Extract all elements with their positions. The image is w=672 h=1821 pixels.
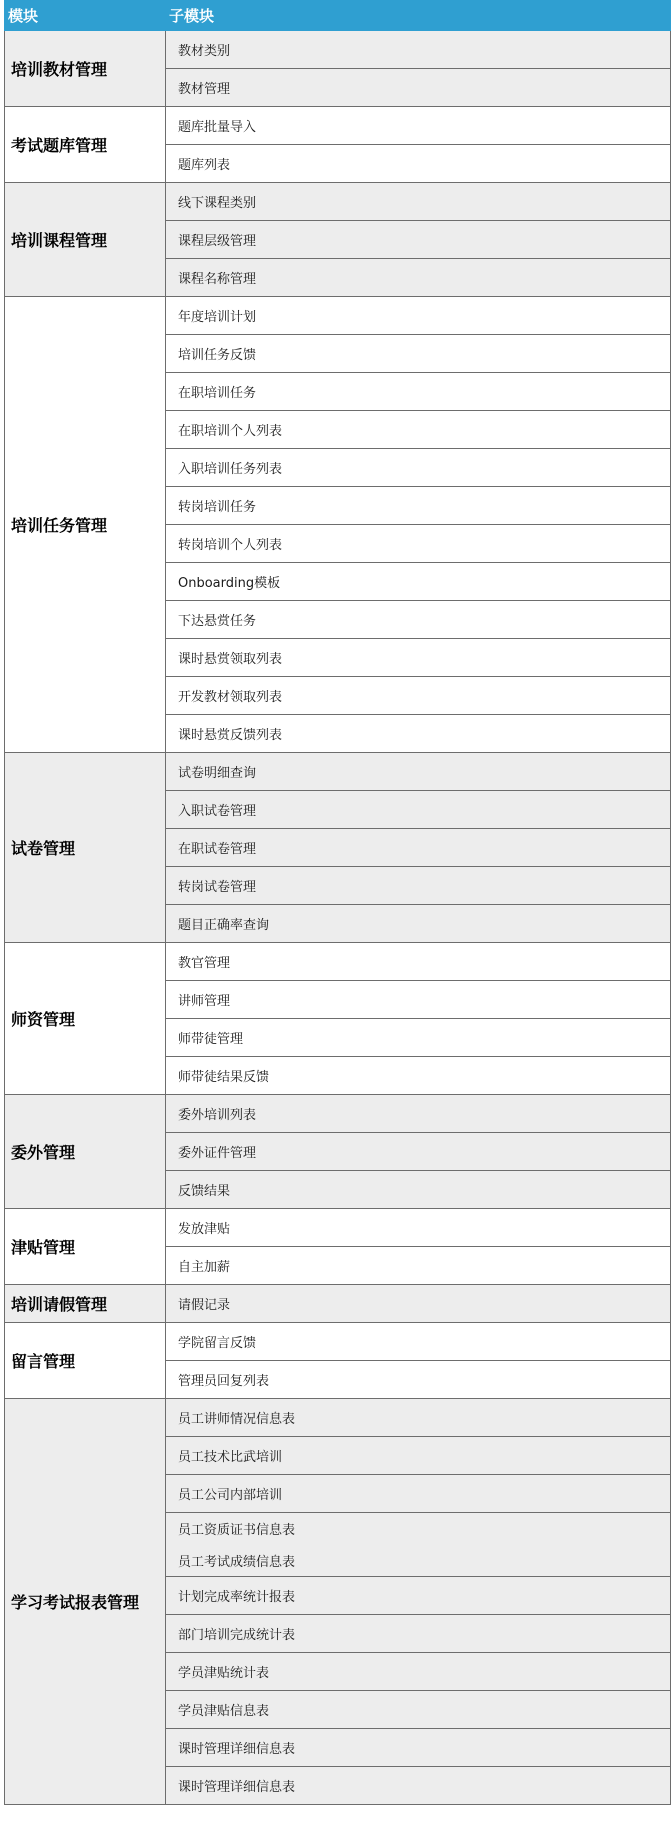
table-row <box>5 943 671 981</box>
submodule-cell: 课时悬赏领取列表 <box>166 639 671 677</box>
submodule-cell: 课程层级管理 <box>166 221 671 259</box>
submodule-cell: 转岗培训任务 <box>166 487 671 525</box>
submodule-cell: 师带徒结果反馈 <box>166 1057 671 1095</box>
submodule-cell: 课时管理详细信息表 <box>166 1729 671 1767</box>
module-name-cell: 试卷管理 <box>5 753 166 943</box>
submodule-cell: 培训任务反馈 <box>166 335 671 373</box>
submodule-cell: 题库列表 <box>166 145 671 183</box>
table-row <box>5 753 671 791</box>
submodule-cell: 员工资质证书信息表 <box>166 1513 671 1545</box>
submodule-cell: 转岗培训个人列表 <box>166 525 671 563</box>
submodule-cell: 员工技术比武培训 <box>166 1437 671 1475</box>
table-row <box>5 31 671 69</box>
submodule-cell: 课程名称管理 <box>166 259 671 297</box>
submodule-cell: 题库批量导入 <box>166 107 671 145</box>
submodule-cell: 年度培训计划 <box>166 297 671 335</box>
table-row <box>5 297 671 335</box>
submodule-cell: 部门培训完成统计表 <box>166 1615 671 1653</box>
submodule-cell: 转岗试卷管理 <box>166 867 671 905</box>
submodule-cell: 在职试卷管理 <box>166 829 671 867</box>
header-module: 模块 <box>5 1 166 31</box>
module-name-cell: 培训教材管理 <box>5 31 166 107</box>
table-row <box>5 1285 671 1323</box>
submodule-cell: 学员津贴统计表 <box>166 1653 671 1691</box>
table-row <box>5 107 671 145</box>
submodule-cell: 在职培训个人列表 <box>166 411 671 449</box>
submodule-cell: 讲师管理 <box>166 981 671 1019</box>
submodule-cell: 自主加薪 <box>166 1247 671 1285</box>
table-row <box>5 1209 671 1247</box>
submodule-cell: 题目正确率查询 <box>166 905 671 943</box>
table-row <box>5 183 671 221</box>
module-name-cell: 培训课程管理 <box>5 183 166 297</box>
module-name-cell: 培训请假管理 <box>5 1285 166 1323</box>
table-row <box>5 1323 671 1361</box>
submodule-cell: 课时管理详细信息表 <box>166 1767 671 1805</box>
submodule-cell: Onboarding模板 <box>166 563 671 601</box>
submodule-cell: 员工公司内部培训 <box>166 1475 671 1513</box>
submodule-cell: 试卷明细查询 <box>166 753 671 791</box>
table-row <box>5 1095 671 1133</box>
module-name-cell: 考试题库管理 <box>5 107 166 183</box>
submodule-cell: 教材类别 <box>166 31 671 69</box>
module-table <box>4 0 671 1805</box>
header-submodule: 子模块 <box>166 1 671 31</box>
table-header-row <box>5 1 671 31</box>
submodule-cell: 计划完成率统计报表 <box>166 1577 671 1615</box>
module-name-cell: 学习考试报表管理 <box>5 1399 166 1805</box>
module-name-cell: 委外管理 <box>5 1095 166 1209</box>
submodule-cell: 线下课程类别 <box>166 183 671 221</box>
submodule-cell: 学院留言反馈 <box>166 1323 671 1361</box>
module-name-cell: 留言管理 <box>5 1323 166 1399</box>
table-body <box>5 31 671 1805</box>
submodule-cell: 入职培训任务列表 <box>166 449 671 487</box>
submodule-cell: 委外培训列表 <box>166 1095 671 1133</box>
submodule-cell: 师带徒管理 <box>166 1019 671 1057</box>
module-name-cell: 师资管理 <box>5 943 166 1095</box>
submodule-cell: 在职培训任务 <box>166 373 671 411</box>
submodule-cell: 反馈结果 <box>166 1171 671 1209</box>
submodule-cell: 请假记录 <box>166 1285 671 1323</box>
submodule-cell: 课时悬赏反馈列表 <box>166 715 671 753</box>
submodule-cell: 发放津贴 <box>166 1209 671 1247</box>
submodule-cell: 员工讲师情况信息表 <box>166 1399 671 1437</box>
submodule-cell: 教官管理 <box>166 943 671 981</box>
module-name-cell: 津贴管理 <box>5 1209 166 1285</box>
submodule-cell: 教材管理 <box>166 69 671 107</box>
submodule-cell: 管理员回复列表 <box>166 1361 671 1399</box>
submodule-cell: 委外证件管理 <box>166 1133 671 1171</box>
submodule-cell: 开发教材领取列表 <box>166 677 671 715</box>
table-row <box>5 1399 671 1437</box>
submodule-cell: 入职试卷管理 <box>166 791 671 829</box>
submodule-cell: 学员津贴信息表 <box>166 1691 671 1729</box>
submodule-cell: 下达悬赏任务 <box>166 601 671 639</box>
submodule-cell: 员工考试成绩信息表 <box>166 1545 671 1577</box>
module-name-cell: 培训任务管理 <box>5 297 166 753</box>
